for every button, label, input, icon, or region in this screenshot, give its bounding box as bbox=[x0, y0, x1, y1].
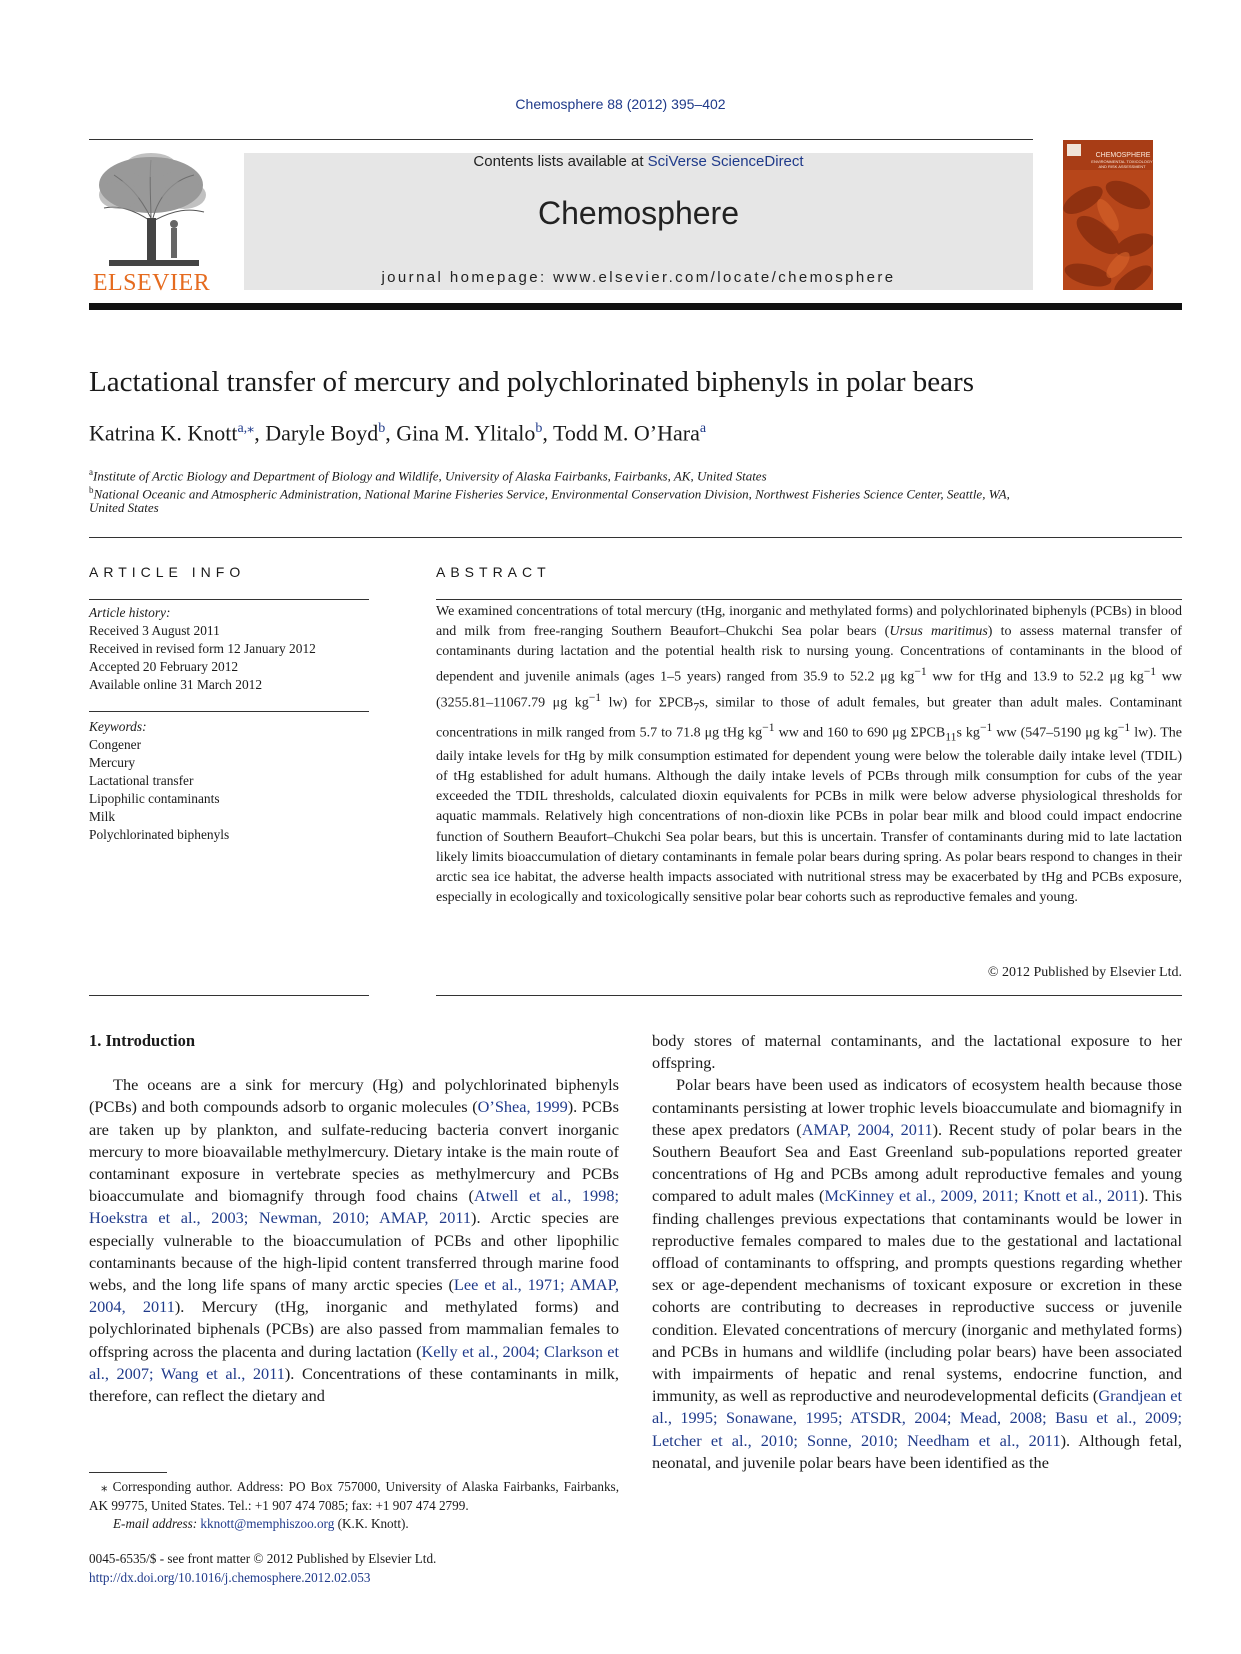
citation-link[interactable]: Kelly et al., 2004; Clarkson et al., 2007; Wang et al., 2011 bbox=[89, 1341, 619, 1383]
intro-left-column bbox=[89, 1030, 619, 1407]
article-history bbox=[89, 604, 369, 694]
sciencedirect-link[interactable]: SciVerse ScienceDirect bbox=[647, 153, 804, 170]
citation-link[interactable]: Atwell et al., 1998; Hoekstra et al., 2003; Newman, 2010; AMAP, 2011 bbox=[89, 1186, 620, 1228]
author-list: Katrina K. Knott$^{a,⁎}$, Daryle Boyd$^b$, Gina M. Ylitalo$^b$, Todd M. O’Hara$^a$ bbox=[89, 420, 707, 446]
email-suffix: (K.K. Knott). bbox=[334, 1516, 409, 1531]
author-name: Daryle Boyd bbox=[265, 420, 379, 446]
header-top-rule bbox=[89, 139, 1033, 140]
author-marks[interactable]: b bbox=[535, 421, 543, 436]
citation-link[interactable]: AMAP, 2004, 2011 bbox=[801, 1119, 933, 1139]
affiliation-rule bbox=[89, 537, 1182, 538]
journal-banner bbox=[244, 153, 1033, 290]
text-segment: ). Arctic species are especially vulnerable to the bioaccumulation of PCBs and other lipophilic contaminants because of the high-lipid content transferred through marine food webs, and the long life spans of many arctic species ( bbox=[89, 1208, 620, 1295]
footnote-mark: ⁎ bbox=[101, 1479, 108, 1494]
species-name: Ursus maritimus bbox=[889, 624, 988, 640]
footnote-rule bbox=[89, 1472, 167, 1473]
abstract-copyright: © 2012 Published by Elsevier Ltd. bbox=[987, 965, 1182, 980]
abstract-segment: s kg bbox=[956, 725, 980, 741]
keyword-item: Lactational transfer bbox=[89, 773, 194, 788]
text-segment: ). This finding challenges previous expectations that contaminants would be lower in reproductive females compared to males due to the gestational and lactational offload of contaminants to offspring, and prompts questions regarding whether sex or age-dependent mechanisms of toxicant exposure or excretion in these cohorts are contributing to decreases in reproductive success or juvenile condition. Elevated concentrations of mercury (inorganic and methylated forms) and PCBs in humans and wildlife (including polar bears) have been associated with impairments of hepatic and renal systems, endocrine function, and immunity, as well as reproductive and neurodevelopmental deficits ( bbox=[652, 1186, 1182, 1406]
affiliation-mark: b bbox=[89, 485, 94, 495]
text-segment: ). Concentrations of these contaminants in milk, therefore, can reflect the dietary and bbox=[89, 1363, 620, 1406]
keywords bbox=[89, 718, 369, 844]
keywords-label: Keywords: bbox=[89, 719, 147, 734]
author-name: Todd M. O’Hara bbox=[552, 420, 700, 446]
journal-name: Chemosphere bbox=[538, 195, 739, 231]
article-history-label: Article history: bbox=[89, 605, 171, 620]
abstract-segment: ww (547–5190 μg kg bbox=[992, 725, 1118, 741]
intro-right-column bbox=[652, 1030, 1182, 1474]
abstract-rule bbox=[436, 599, 1182, 600]
exponent: −1 bbox=[1117, 720, 1131, 734]
elsevier-wordmark: ELSEVIER bbox=[92, 270, 211, 296]
exponent: −1 bbox=[588, 691, 602, 705]
tree-icon bbox=[89, 150, 214, 268]
text-segment: ). Mercury (tHg, inorganic and methylated forms) and polychlorinated biphenals (PCBs) are also passed from mammalian females to offspring across the placenta and during lactation ( bbox=[89, 1297, 619, 1361]
citation-link[interactable]: McKinney et al., 2009, 2011; Knott et al., 2011 bbox=[824, 1186, 1139, 1206]
text-segment: ). Recent study of polar bears in the Southern Beaufort Sea and East Greenland sub-populations reported greater concentrations of Hg and PCBs among adult reproductive females and young compared to adult males ( bbox=[652, 1119, 1182, 1206]
abstract-text bbox=[436, 602, 1182, 908]
author-marks[interactable]: b bbox=[378, 421, 386, 436]
text-segment: The oceans are a sink for mercury (Hg) and polychlorinated biphenyls (PCBs) and both compounds adsorb to organic molecules ( bbox=[89, 1075, 619, 1117]
abstract-heading: ABSTRACT bbox=[436, 564, 551, 580]
cover-subtitle: ENVIRONMENTAL TOXICOLOGY AND RISK ASSESSMENT bbox=[1091, 159, 1153, 169]
section-heading: 1. Introduction bbox=[89, 1031, 196, 1050]
intro-paragraph bbox=[652, 1074, 1182, 1474]
elsevier-logo bbox=[89, 150, 214, 296]
author-name: Katrina K. Knott bbox=[89, 420, 238, 446]
journal-reference[interactable]: Chemosphere 88 (2012) 395–402 bbox=[515, 96, 726, 112]
exponent: −1 bbox=[762, 720, 775, 734]
keyword-item: Mercury bbox=[89, 755, 136, 770]
history-item: Available online 31 March 2012 bbox=[89, 677, 263, 692]
abstract-segment: lw). The daily intake levels for tHg by milk consumption estimated for dependent young were below the tolerable daily intake level (TDIL) of tHg established for adult humans. Although the daily intake levels of PCBs through milk consumption for cubs of the year exceeded the TDIL thresholds, calculated dioxin equivalents for PCBs in milk were below adverse physiological thresholds for aquatic mammals. Relatively high concentrations of non-dioxin like PCBs in polar bear milk and blood could impact endocrine function of Southern Beaufort–Chukchi Sea polar bears, but this is uncertain. Transfer of contaminants during mid to late lactation likely limits bioaccumulation of dietary contaminants in female polar bears during spring. As polar bears respond to changes in their arctic sea ice habitat, the adverse health impacts associated with nutritional stress may be exacerbated by tHg and PCBs exposure, especially in ecologically and toxicologically sensitive polar bear cohorts such as reproductive females and young. bbox=[436, 725, 1182, 905]
article-info-rule bbox=[89, 599, 369, 600]
exponent: −1 bbox=[1143, 665, 1157, 679]
header-bottom-rule bbox=[89, 303, 1182, 310]
history-item: Accepted 20 February 2012 bbox=[89, 659, 239, 674]
exponent: −1 bbox=[914, 665, 927, 679]
text-segment: ). PCBs are taken up by plankton, and sulfate-reducing bacteria convert inorganic mercury to more bioavailable methylmercury. Dietary intake is the main route of contaminant exposure in vertebrate species as methylmercury and PCBs bioaccumulate and biomagnify through food chains ( bbox=[89, 1097, 619, 1206]
article-info-bottom-rule bbox=[89, 995, 369, 996]
abstract-segment: s, similar to those of adult females, but greater than adult males. Contaminant concentrations in milk ranged from 5.7 to 71.8 μg tHg kg bbox=[436, 695, 1182, 741]
article-info-heading: ARTICLE INFO bbox=[89, 564, 246, 580]
author-marks[interactable]: a bbox=[699, 421, 707, 436]
journal-cover bbox=[1063, 140, 1153, 290]
email-link[interactable]: kknott@memphiszoo.org bbox=[200, 1516, 335, 1531]
keyword-item: Milk bbox=[89, 809, 116, 824]
subscript: 7 bbox=[693, 700, 700, 714]
history-item: Received 3 August 2011 bbox=[89, 623, 220, 638]
abstract-segment: ww for tHg and 13.9 to 52.2 μg kg bbox=[926, 669, 1144, 685]
issn-block bbox=[89, 1550, 619, 1587]
abstract-bottom-rule bbox=[436, 995, 1182, 996]
journal-homepage[interactable]: journal homepage: www.elsevier.com/locate/chemosphere bbox=[381, 269, 896, 286]
abstract-segment: ) to assess maternal transfer of contaminants during lactation and the potential health risk to nursing young. Concentrations of contaminants in the blood of dependent and juvenile animals (ages 1–5 years) ranged from 35.9 to 52.2 μg kg bbox=[436, 624, 1182, 685]
citation-link[interactable]: Lee et al., 1971; AMAP, 2004, 2011 bbox=[89, 1275, 619, 1317]
keyword-item: Congener bbox=[89, 737, 142, 752]
corresponding-author-footnote bbox=[89, 1478, 619, 1534]
author-marks[interactable]: a,⁎ bbox=[237, 421, 255, 436]
citation-link[interactable]: O’Shea, 1999 bbox=[477, 1097, 568, 1117]
affiliation-mark: a bbox=[89, 467, 93, 477]
keyword-item: Lipophilic contaminants bbox=[89, 791, 220, 806]
exponent: −1 bbox=[979, 720, 993, 734]
intro-paragraph bbox=[89, 1074, 619, 1407]
abstract-segment: We examined concentrations of total mercury (tHg, inorganic and methylated forms) and polychlorinated biphenyls (PCBs) in blood and milk from free-ranging Southern Beaufort–Chukchi Sea polar bears ( bbox=[436, 604, 1182, 640]
keywords-rule bbox=[89, 711, 369, 712]
abstract-segment: lw) for ΣPCB bbox=[601, 695, 694, 711]
cover-title: CHEMOSPHERE bbox=[1095, 152, 1151, 159]
subscript: 11 bbox=[945, 730, 957, 744]
keyword-item: Polychlorinated biphenyls bbox=[89, 827, 230, 842]
text-segment: ). Although fetal, neonatal, and juvenile polar bears have been identified as the bbox=[652, 1430, 1182, 1472]
contents-line bbox=[244, 153, 1033, 170]
history-item: Received in revised form 12 January 2012 bbox=[89, 641, 316, 656]
citation-link[interactable]: Grandjean et al., 1995; Sonawane, 1995; ATSDR, 2004; Mead, 2008; Basu et al., 2009; Letcher et al., 2010; Sonne, 2010; Needham et al., 2011 bbox=[652, 1386, 1182, 1450]
intro-paragraph: body stores of maternal contaminants, and the lactational exposure to her offspring. bbox=[652, 1031, 1182, 1073]
contents-prefix: Contents lists available at bbox=[473, 153, 648, 170]
affiliation-continued: United States bbox=[89, 500, 159, 515]
affiliation-text: Institute of Arctic Biology and Department of Biology and Wildlife, University of Alaska Fairbanks, Fairbanks, AK, United States bbox=[93, 468, 767, 484]
affiliation-text: National Oceanic and Atmospheric Administration, National Marine Fisheries Service, Environmental Conservation Division, Northwest Fisheries Science Center, Seattle, WA, bbox=[93, 486, 1010, 502]
article-title: Lactational transfer of mercury and polychlorinated biphenyls in polar bears bbox=[89, 366, 974, 398]
text-segment: Polar bears have been used as indicators of ecosystem health because those contaminants persisting at lower trophic levels bioaccumulate and biomagnify in these apex predators ( bbox=[652, 1075, 1182, 1139]
author-name: Gina M. Ylitalo bbox=[396, 420, 536, 446]
footnote-text: Corresponding author. Address: PO Box 757000, University of Alaska Fairbanks, Fairbanks, AK 99775, United States. Tel.: +1 907 474 7085; fax: +1 907 474 2799. bbox=[89, 1479, 619, 1513]
abstract-segment: ww and 160 to 690 μg ΣPCB bbox=[774, 725, 946, 741]
doi-link[interactable]: http://dx.doi.org/10.1016/j.chemosphere.2012.02.053 bbox=[89, 1569, 371, 1585]
email-label: E-mail address: bbox=[113, 1516, 201, 1531]
issn-line: 0045-6535/$ - see front matter © 2012 Published by Elsevier Ltd. bbox=[89, 1551, 437, 1566]
abstract-segment: ww (3255.81–11067.79 μg kg bbox=[436, 669, 1182, 711]
